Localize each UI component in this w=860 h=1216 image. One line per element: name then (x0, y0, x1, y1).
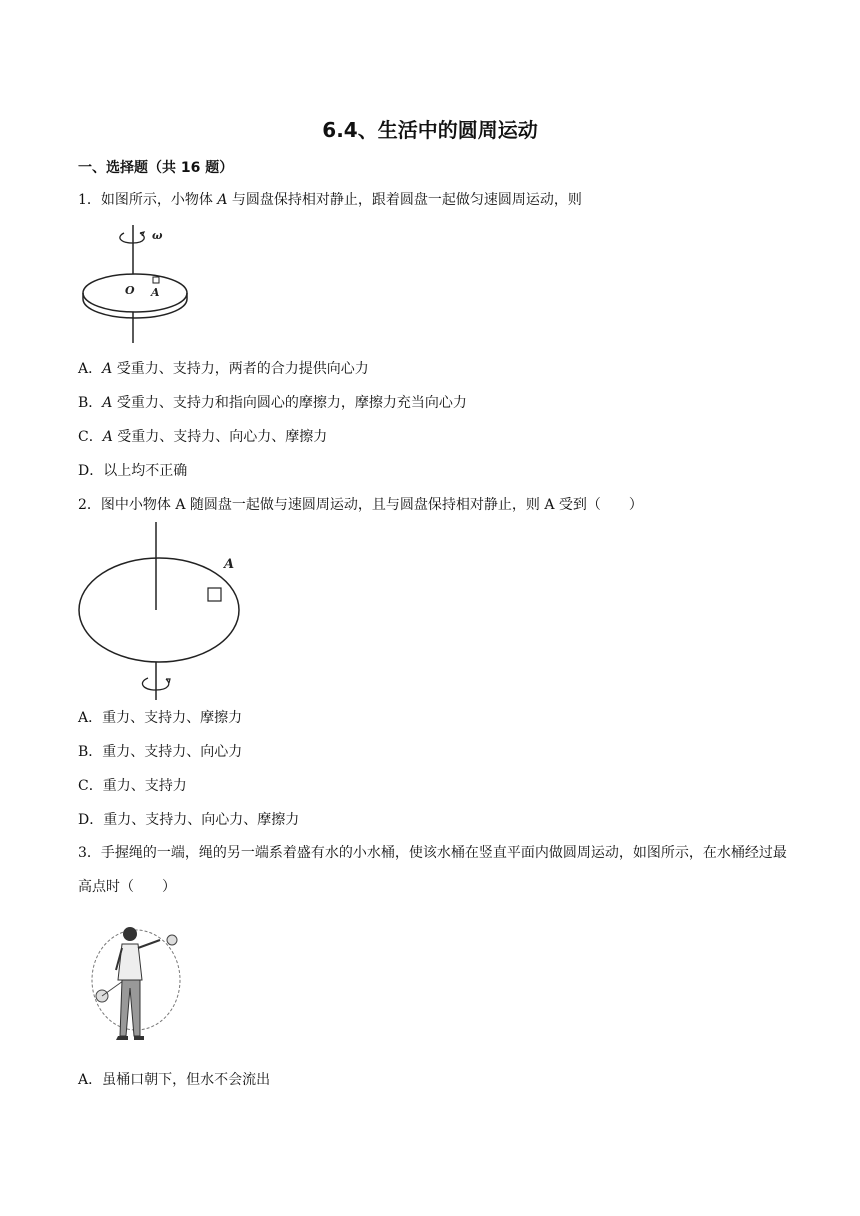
question-1-option-a: A．A 受重力、支持力，两者的合力提供向心力 (78, 361, 369, 377)
question-1-option-b: B．A 受重力、支持力和指向圆心的摩擦力，摩擦力充当向心力 (78, 395, 467, 411)
question-1-option-c: C．A 受重力、支持力、向心力、摩擦力 (78, 429, 328, 445)
section-heading: 一、选择题（共 16 题） (78, 160, 234, 176)
question-1-stem: 1．如图所示，小物体 A 与圆盘保持相对静止，跟着圆盘一起做匀速圆周运动，则 (78, 192, 582, 208)
omega-label: ω (152, 229, 163, 242)
figure-rotating-disk-2 (76, 522, 246, 700)
question-2-option-a: A．重力、支持力、摩擦力 (78, 710, 243, 726)
question-2-stem: 2．图中小物体 A 随圆盘一起做与速圆周运动，且与圆盘保持相对静止，则 A 受到（ ） (78, 497, 643, 513)
question-2-option-c: C．重力、支持力 (78, 778, 187, 794)
question-3-option-a: A．虽桶口朝下，但水不会流出 (78, 1072, 271, 1088)
question-3-stem: 3．手握绳的一端，绳的另一端系着盛有水的小水桶，使该水桶在竖直平面内做圆周运动，如图所示，在水桶经过最高点时（ ） (78, 845, 787, 895)
question-1-option-d: D．以上均不正确 (78, 463, 188, 479)
figure-rotating-disk-1 (80, 225, 210, 345)
figure-person-swinging-bucket (86, 918, 186, 1050)
question-2-option-d: D．重力、支持力、向心力、摩擦力 (78, 812, 300, 828)
object-a-label: A (151, 286, 160, 299)
question-2-option-b: B．重力、支持力、向心力 (78, 744, 243, 760)
center-o-label: O (125, 284, 135, 297)
object-a-label: A (224, 557, 235, 572)
page-title: 6.4、生活中的圆周运动 (322, 118, 538, 142)
